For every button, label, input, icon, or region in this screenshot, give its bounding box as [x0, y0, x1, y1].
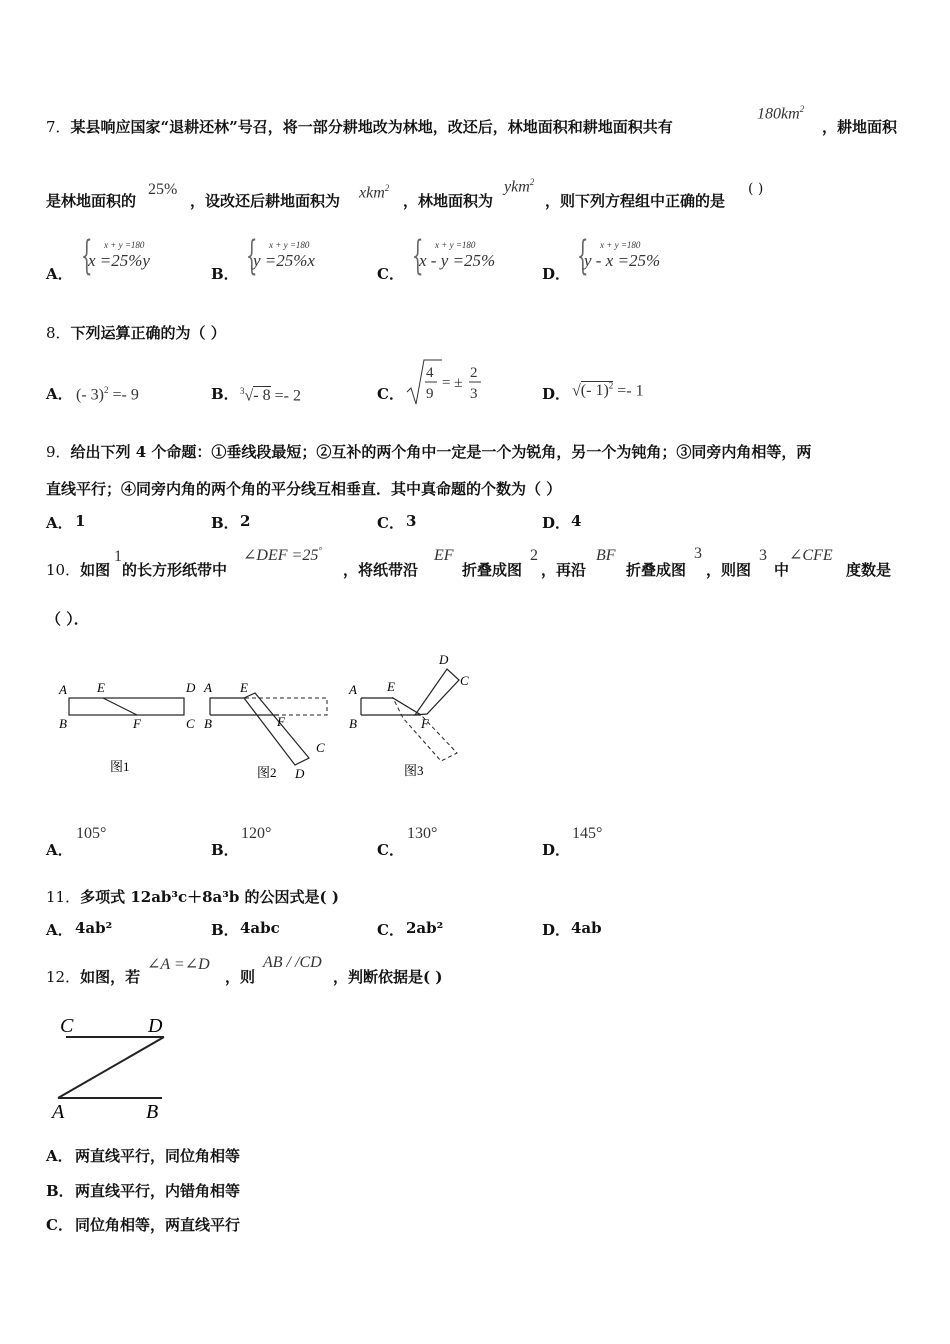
fig2-label-d: D: [295, 766, 305, 781]
q7-text-b: ，耕地面积: [822, 118, 898, 136]
q11-option-d-label[interactable]: D．: [542, 921, 571, 939]
q9-line2: 直线平行；④同旁内角的两个角的平分线互相垂直．其中真命题的个数为（ ）: [46, 480, 562, 498]
q10-m3: EF: [434, 547, 454, 564]
q7-text-e: ，林地面积为: [403, 192, 494, 210]
q12-option-c-label[interactable]: C．: [46, 1216, 73, 1234]
q7-option-a-brace: {: [80, 233, 93, 279]
q10-number: 10．: [46, 561, 81, 579]
q11-option-d-value: 4ab: [571, 919, 602, 937]
fig2-label-c: C: [316, 740, 325, 755]
q7-option-c-eq1: x + y =180: [435, 240, 476, 250]
q7-option-b-eq2: y =25%x: [253, 251, 315, 270]
q10-m1: 1: [114, 548, 122, 565]
fig1-label-d: D: [186, 680, 196, 695]
q9-option-a-label[interactable]: A．: [46, 514, 73, 532]
q12-option-b-label[interactable]: B．: [46, 1182, 74, 1200]
q8-option-b-label[interactable]: B．: [211, 385, 239, 403]
fig1-label-e: E: [97, 680, 105, 695]
svg-text:4: 4: [426, 365, 434, 381]
q11-number: 11．: [46, 888, 81, 906]
q8-option-c-expr: [404, 356, 494, 408]
q10-option-b-label[interactable]: B．: [211, 841, 239, 859]
q7-number: 7．: [46, 118, 71, 136]
q7-option-c-brace: {: [411, 233, 424, 279]
q10-m6: 3: [694, 545, 702, 562]
q10-t6: 折叠成图: [626, 561, 687, 579]
q9-option-b-label[interactable]: B．: [211, 514, 239, 532]
q11-option-b-value: 4abc: [240, 919, 280, 937]
q10-m7: 3: [759, 547, 767, 564]
svg-text:2: 2: [470, 365, 478, 381]
q7-option-d-eq1: x + y =180: [600, 240, 641, 250]
q9-option-c-value: 3: [406, 512, 417, 530]
q10-option-c-label[interactable]: C．: [377, 841, 404, 859]
q11-option-c-value: 2ab²: [406, 919, 444, 937]
fig1-crease: [103, 698, 137, 715]
fig2-folded: [244, 693, 309, 765]
q12-option-a-label[interactable]: A．: [46, 1147, 73, 1165]
q10-option-b-value: 120°: [241, 825, 272, 842]
q9-option-a-value: 1: [75, 512, 86, 530]
q10-m2: ∠DEF =25°: [243, 545, 322, 564]
fig2-label-a: A: [204, 680, 212, 695]
q7-option-c-eq2: x - y =25%: [419, 251, 496, 270]
q12-label-b: B: [146, 1101, 159, 1123]
q10-line2: （ ）．: [46, 610, 89, 628]
q7-option-b-label[interactable]: B．: [211, 265, 239, 283]
svg-text:9: 9: [426, 386, 434, 402]
fig1-label-a: A: [59, 682, 67, 697]
q7-option-a-eq2: x =25%y: [88, 251, 150, 270]
q11-option-a-label[interactable]: A．: [46, 921, 73, 939]
q10-option-a-label[interactable]: A．: [46, 841, 73, 859]
q12-label-c: C: [60, 1015, 74, 1037]
q7-option-b-eq1: x + y =180: [269, 240, 310, 250]
q12-option-a-value: 两直线平行，同位角相等: [75, 1147, 241, 1165]
q12-t2: ，则: [225, 968, 256, 986]
q10-m8: ∠CFE: [789, 547, 833, 564]
q7-line1: [46, 116, 673, 137]
q7-text-f: ，则下列方程组中正确的是: [545, 192, 726, 210]
q10-m4: 2: [530, 547, 538, 564]
fig1-label-f: F: [133, 716, 141, 731]
fig3-folded-up: [415, 669, 459, 715]
q7-option-b-brace: {: [245, 233, 258, 279]
fig3-label-b: B: [349, 716, 357, 731]
q9-line1: [46, 441, 811, 462]
svg-text:3: 3: [470, 386, 478, 402]
q9-number: 9．: [46, 443, 71, 461]
q7-y-area: ykm$^2$: [504, 177, 535, 196]
q11-question: [46, 886, 339, 907]
fig3-label-a: A: [349, 682, 357, 697]
q7-text-a: 某县响应国家“退耕还林”号召，将一部分耕地改为林地，改还后，林地面积和耕地面积共有: [70, 118, 673, 136]
q8-option-d-label[interactable]: D．: [542, 385, 571, 403]
q12-t1: 12．如图，若: [46, 968, 141, 986]
q10-option-a-value: 105°: [76, 825, 107, 842]
fig2-label-e: E: [240, 680, 248, 695]
fig2-label-b: B: [204, 716, 212, 731]
q7-option-d-eq2: y - x =25%: [584, 251, 661, 270]
q9-option-b-value: 2: [240, 512, 251, 530]
q9-option-c-label[interactable]: C．: [377, 514, 404, 532]
q7-answer-paren: ( ): [748, 181, 764, 197]
q11-option-c-label[interactable]: C．: [377, 921, 404, 939]
fig1-caption: 图1: [110, 759, 130, 774]
q8-option-d-expr: √(- 1)$^2$ =- 1: [572, 381, 644, 400]
q10-t9: 度数是: [846, 561, 892, 579]
q7-total-area: $180km^2$: [757, 104, 805, 123]
q10-option-d-label[interactable]: D．: [542, 841, 571, 859]
q12-option-b-value: 两直线平行，内错角相等: [75, 1182, 241, 1200]
fig3-label-e: E: [387, 679, 395, 694]
q10-t8: 中: [774, 561, 790, 579]
q8-option-c-label[interactable]: C．: [377, 385, 404, 403]
q10-m5: BF: [596, 547, 616, 564]
q11-option-a-value: 4ab²: [75, 919, 113, 937]
q12-m2: AB / /CD: [263, 954, 322, 971]
q8-option-b-expr: $^3$√- 8 =- 2: [240, 386, 301, 405]
q12-label-d: D: [148, 1015, 163, 1037]
fig1-label-c: C: [186, 716, 195, 731]
q10-t7: ，则图: [706, 561, 752, 579]
fig1-strip: [69, 698, 184, 715]
q7-percent: 25%: [148, 181, 178, 198]
q12-t3: ，判断依据是( ): [333, 968, 443, 986]
q10-t1: 10．如图: [46, 561, 111, 579]
q7-option-d-label[interactable]: D．: [542, 265, 571, 283]
q7-option-a-eq1: x + y =180: [104, 240, 145, 250]
q8-option-a-expr: (- 3)$^2$ =- 9: [76, 385, 139, 404]
q9-option-d-label[interactable]: D．: [542, 514, 571, 532]
transversal: [58, 1037, 164, 1098]
q11-text: 多项式 12ab³c＋8a³b 的公因式是( ): [80, 888, 339, 906]
q8-option-a-label[interactable]: A．: [46, 385, 73, 403]
q7-text-c: 是林地面积的: [46, 192, 137, 210]
fig3-caption: 图3: [404, 763, 424, 778]
q10-t2: 的长方形纸带中: [122, 561, 228, 579]
fig2-caption: 图2: [257, 765, 277, 780]
q8-question: [46, 322, 226, 343]
q10-option-d-value: 145°: [572, 825, 603, 842]
svg-text:= ±: = ±: [442, 375, 463, 391]
q10-figure: [55, 648, 485, 788]
q8-text: 下列运算正确的为（ ）: [70, 324, 226, 342]
q9-option-d-value: 4: [571, 512, 582, 530]
q12-option-c-value: 同位角相等，两直线平行: [75, 1216, 241, 1234]
q11-option-b-label[interactable]: B．: [211, 921, 239, 939]
q12-figure: [50, 1010, 175, 1125]
q12-m1: ∠A =∠D: [147, 956, 210, 973]
q10-option-c-value: 130°: [407, 825, 438, 842]
q7-x-area: xkm$^2$: [359, 183, 390, 202]
q10-t4: 折叠成图: [462, 561, 523, 579]
fig2-label-f: F: [277, 714, 285, 729]
fig3-label-c: C: [460, 673, 469, 688]
fig3-label-f: F: [421, 716, 429, 731]
q12-number: 12．: [46, 968, 81, 986]
q8-number: 8．: [46, 324, 71, 342]
q7-option-d-brace: {: [576, 233, 589, 279]
fig3-label-d: D: [439, 652, 449, 667]
q10-t3: ，将纸带沿: [343, 561, 419, 579]
q12-label-a: A: [52, 1101, 65, 1123]
fig2-ghost: [210, 698, 327, 715]
q9-text-1: 给出下列 4 个命题：①垂线段最短；②互补的两个角中一定是一个为锐角，另一个为钝角；③同旁内角相等，两: [70, 443, 812, 461]
q7-option-c-label[interactable]: C．: [377, 265, 404, 283]
q7-option-a-label[interactable]: A．: [46, 265, 73, 283]
fig1-label-b: B: [59, 716, 67, 731]
q7-text-d: ，设改还后耕地面积为: [190, 192, 341, 210]
q10-t5: ，再沿: [541, 561, 587, 579]
